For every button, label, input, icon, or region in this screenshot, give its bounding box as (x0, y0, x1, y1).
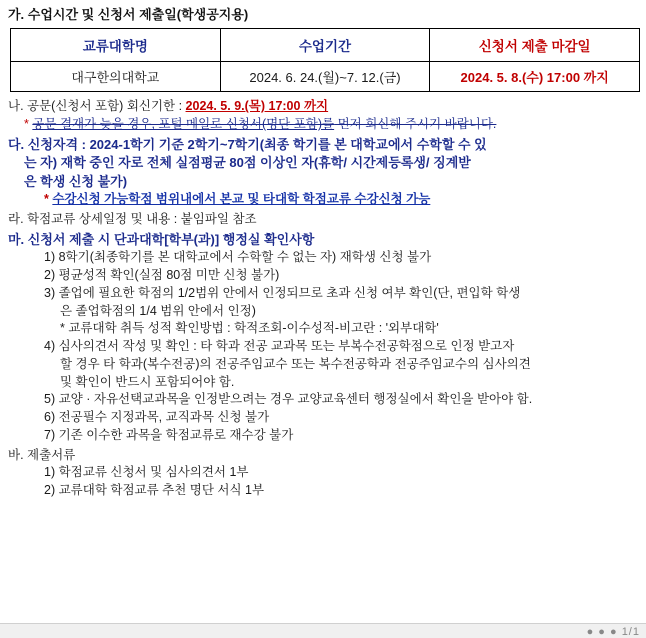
list-item-number: 1) (44, 250, 56, 265)
section-c-note (8, 191, 638, 209)
asterisk-marker: * (24, 117, 29, 132)
list-item (8, 249, 638, 267)
list-item-text: 8학기(최종학기를 본 대학교에서 수학할 수 없는 자) 재학생 신청 불가 (58, 250, 432, 265)
list-item-continuation (8, 303, 638, 321)
table-header-university: 교류대학명 (11, 29, 221, 62)
list-item-number: 3) (44, 285, 56, 300)
section-c-line2: 는 자) 재학 중인 자로 전체 실점평균 80점 이상인 자(휴학/ 시간제등록생/ 징계받 (24, 155, 471, 171)
list-item (8, 464, 638, 482)
page-indicator: ● ● ● 1/1 (586, 626, 640, 638)
list-item-note (8, 320, 638, 338)
list-item-text: 심사의견서 작성 및 확인 : 타 학과 전공 교과목 또는 부복수전공학점으로 인정 받고자 (58, 339, 515, 354)
section-b-prefix: 나. 공문(신청서 포함) 회신기한 : (8, 99, 186, 114)
list-item-number: 7) (44, 427, 56, 442)
section-b-note-text-1: 공문 결재가 늦을 경우, 포털 메일로 신청서(명단 포함)를 (32, 117, 335, 132)
section-b-note (8, 116, 638, 134)
list-item-number: 2) (44, 483, 56, 498)
asterisk-marker: * (44, 192, 49, 207)
list-item-text: 은 졸업학점의 1/4 범위 안에서 인정) (60, 303, 256, 318)
list-item (8, 267, 638, 285)
table-header-deadline: 신청서 제출 마감일 (430, 29, 640, 62)
list-item-continuation (8, 356, 638, 374)
section-d-line1: 라. 학점교류 상세일정 및 내용 : 붙임파일 참조 (8, 212, 257, 227)
list-item-continuation (8, 374, 638, 392)
asterisk-marker: * (60, 321, 65, 336)
list-item-text: 할 경우 타 학과(복수전공)의 전공주임교수 또는 복수전공학과 전공주임교수의 심사의견 (60, 356, 531, 371)
section-b-line1 (8, 98, 638, 116)
table-header-period: 수업기간 (220, 29, 430, 62)
list-item-number: 6) (44, 410, 56, 425)
schedule-table (10, 28, 640, 92)
bottom-scrollbar[interactable] (0, 623, 646, 638)
section-f (8, 447, 638, 500)
section-e (8, 231, 638, 445)
list-item-text: 교류대학 학점교류 추천 명단 서식 1부 (58, 483, 265, 498)
list-item-text: 학점교류 신청서 및 심사의견서 1부 (58, 465, 249, 480)
cell-university: 대구한의대학교 (11, 62, 221, 92)
list-item (8, 285, 638, 303)
section-c-line3: 은 학생 신청 불가) (24, 173, 128, 189)
cell-period: 2024. 6. 24.(월)~7. 12.(금) (220, 62, 430, 92)
section-b-note-text-2: 먼저 회신해 주시기 바랍니다. (334, 117, 497, 132)
section-b-deadline: 2024. 5. 9.(목) 17:00 까지 (185, 99, 329, 114)
list-item (8, 391, 638, 409)
list-item-text: 교류대학 취득 성적 확인방법 : 학적조회-이수성적-비고란 : '외부대학' (68, 321, 439, 336)
section-f-heading: 바. 제출서류 (8, 447, 76, 462)
list-item-text: 전공필수 지정과목, 교직과목 신청 불가 (58, 410, 270, 425)
list-item-text: 기존 이수한 과목을 학점교류로 재수강 불가 (58, 427, 294, 442)
section-c (8, 136, 638, 209)
list-item-text: 평균성적 확인(실점 80점 미만 신청 불가) (58, 268, 280, 283)
section-b (8, 98, 638, 134)
list-item (8, 427, 638, 445)
list-item-number: 2) (44, 268, 56, 283)
list-item-text: 교양 · 자유선택교과목을 인정받으려는 경우 교양교육센터 행정실에서 확인을 받아야 함. (58, 392, 533, 407)
list-item-number: 4) (44, 339, 56, 354)
section-a-heading: 가. 수업시간 및 신청서 제출일(학생공지용) (8, 7, 249, 22)
table-header-row (11, 29, 640, 62)
list-item (8, 482, 638, 500)
section-e-heading: 마. 신청서 제출 시 단과대학[학부(과)] 행정실 확인사항 (8, 231, 315, 247)
table-row (11, 62, 640, 92)
cell-deadline: 2024. 5. 8.(수) 17:00 까지 (430, 62, 640, 92)
list-item-text: 및 확인이 반드시 포함되어야 함. (60, 374, 235, 389)
list-item-text: 졸업에 필요한 학점의 1/2범위 안에서 인정되므로 초과 신청 여부 확인(단, 편입학 학생 (58, 285, 521, 300)
list-item (8, 338, 638, 356)
section-c-line1: 다. 신청자격 : 2024-1학기 기준 2학기~7학기(최종 학기를 본 대학교에서 수학할 수 있 (8, 136, 487, 152)
list-item (8, 409, 638, 427)
list-item-number: 5) (44, 392, 56, 407)
list-item-number: 1) (44, 465, 56, 480)
section-c-note-text: 수강신청 가능학점 범위내에서 본교 및 타대학 학점교류 수강신청 가능 (52, 192, 431, 207)
section-d (8, 211, 638, 229)
